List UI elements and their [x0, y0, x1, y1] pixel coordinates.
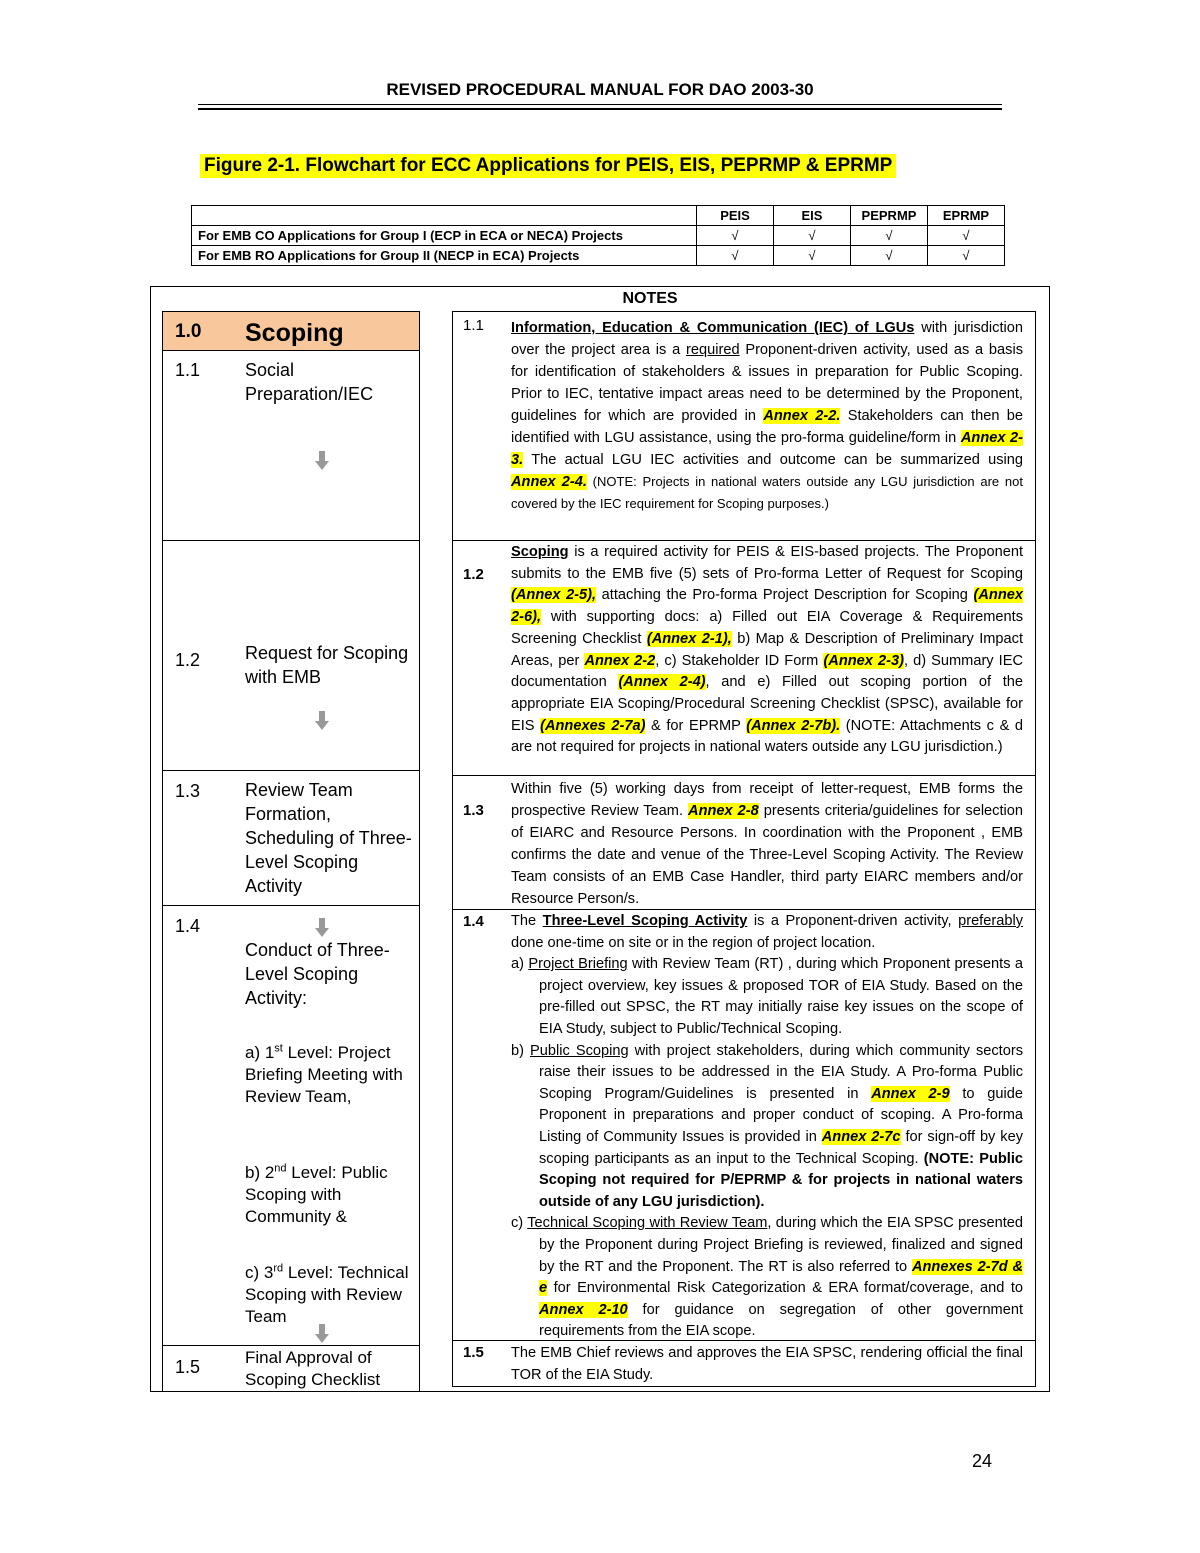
annex-ref: Annex 2-9	[871, 1085, 950, 1102]
page-header: REVISED PROCEDURAL MANUAL FOR DAO 2003-30	[386, 80, 814, 99]
note-fragment: with jurisdiction over the project area is a	[511, 320, 1023, 358]
note-1-2-box	[452, 540, 1036, 776]
note-fragment: (NOTE: Attachments c & d are not required for projects in national waters outside any LGU jurisdiction.)	[511, 717, 1023, 756]
column-header: PEPRMP	[851, 206, 928, 226]
step-1-0-box	[162, 311, 420, 351]
step-label: Scoping	[245, 319, 344, 347]
note-1-1-box	[452, 311, 1036, 541]
item-title: Technical Scoping with Review Team	[527, 1215, 768, 1232]
note-text	[511, 542, 1023, 759]
annex-ref: Annex 2-8	[688, 803, 759, 819]
down-arrow-icon	[315, 711, 329, 731]
note-1-4-box	[452, 909, 1036, 1341]
annex-ref: Annex 2-4.	[511, 474, 587, 490]
annex-ref: Annexes 2-7d & e	[539, 1258, 1023, 1297]
table-corner	[192, 206, 697, 226]
annex-ref: (Annex 2-6),	[511, 587, 1023, 626]
annex-ref: (Annex 2-5),	[511, 587, 597, 604]
row-label: For EMB RO Applications for Group II (NECP in ECA) Projects	[192, 246, 697, 266]
annex-ref: (Annex 2-1),	[646, 630, 732, 647]
note-fragment: with Review Team (RT) , during which Proponent presents a project overview, key issues & proposed TOR of EIA Study. Based on the pre-filled out SPSC, the RT may initially raise key issues on the scope of EIA Study, subject to Public/Technical Scoping.	[539, 956, 1023, 1037]
check-mark: √	[774, 226, 851, 246]
note-bold: (NOTE: Public Scoping not required for P/EPRMP & for projects in national waters outside of any LGU jurisdiction).	[539, 1150, 1024, 1210]
note-number: 1.3	[463, 802, 484, 819]
step-number: 1.3	[175, 781, 201, 801]
annex-ref: Annex 2-2	[584, 652, 656, 669]
note-number: 1.4	[463, 913, 484, 930]
note-fragment: to guide Proponent in preparations and proper conduct of scoping. A Pro-forma Listing of Community Issues is provided in	[539, 1085, 1023, 1145]
check-mark: √	[774, 246, 851, 266]
column-header: EIS	[774, 206, 851, 226]
note-number: 1.5	[463, 1344, 484, 1361]
application-table	[191, 205, 1005, 266]
note-1-5-box	[452, 1340, 1036, 1387]
check-mark: √	[928, 246, 1005, 266]
note-fragment: , and e) Filled out scoping portion of the appropriate EIA Scoping/Procedural Screening Checklist (SPSC), available for EIS	[511, 674, 1023, 734]
note-fragment: , d) Summary IEC documentation	[511, 652, 1024, 691]
note-fragment: Proponent-driven activity, used as a basis for identification of stakeholders & issues in preparation for Public Scoping. Prior to IEC, tentative impact areas need to be determined by the Proponent, guidelines for which are provided in	[511, 342, 1023, 424]
step-label: Request for Scoping with EMB	[245, 643, 409, 687]
note-fragment: , during which the EIA SPSC presented by the Proponent during Project Briefing is reviewed, finalized and signed by the RT and the Proponent. The RT is also referred to	[539, 1215, 1023, 1275]
notes-heading: NOTES	[622, 290, 678, 307]
note-fragment: attaching the Pro-forma Project Description for Scoping	[596, 587, 974, 604]
step-label: Final Approval of Scoping Checklist	[245, 1348, 381, 1389]
level-text: Level: Public Scoping with Community &	[245, 1163, 388, 1226]
page-number: 24	[972, 1451, 993, 1471]
level-prefix: c) 3	[245, 1263, 274, 1282]
note-number: 1.2	[463, 566, 484, 583]
level-1-item	[245, 1042, 417, 1108]
check-mark: √	[697, 246, 774, 266]
annex-ref: (Annex 2-7b).	[746, 717, 841, 734]
note-fragment: & for EPRMP	[645, 717, 747, 734]
check-mark: √	[697, 226, 774, 246]
table-header-row	[192, 206, 1005, 226]
step-number: 1.4	[175, 916, 201, 936]
step-1-4-box	[162, 905, 420, 1346]
down-arrow-icon	[315, 1324, 329, 1344]
note-text: The EMB Chief reviews and approves the EIA SPSC, rendering official the final TOR of the EIA Study.	[511, 1345, 1023, 1383]
note-fragment: is a required activity for PEIS & EIS-based projects. The Proponent submits to the EMB five (5) sets of Pro-forma Letter of Request for Scoping	[511, 544, 1023, 582]
item-title: Public Scoping	[530, 1042, 629, 1059]
note-title: Information, Education & Communication (IEC) of LGUs	[511, 320, 915, 336]
note-text	[511, 911, 1023, 1343]
annex-ref: Annex 2-10	[539, 1301, 628, 1318]
table-row	[192, 246, 1005, 266]
step-label: Conduct of Three-Level Scoping Activity:	[245, 940, 390, 1008]
step-number: 1.0	[175, 321, 202, 342]
annex-ref: Annex 2-7c	[821, 1128, 901, 1145]
annex-ref: Annex 2-2.	[763, 408, 841, 424]
step-1-1-box	[162, 350, 420, 541]
item-prefix: a)	[511, 956, 529, 973]
row-label: For EMB CO Applications for Group I (ECP in ECA or NECA) Projects	[192, 226, 697, 246]
note-text	[511, 778, 1023, 910]
note-fragment: for guidance on segregation of other government requirements from the EIA scope.	[539, 1301, 1023, 1340]
note-fragment: for sign-off by key scoping participants as an input to the Technical Scoping.	[539, 1128, 1024, 1167]
item-prefix: c)	[511, 1215, 528, 1232]
step-number: 1.1	[175, 360, 201, 380]
down-arrow-icon	[315, 918, 329, 938]
note-number: 1.1	[463, 317, 484, 334]
note-text	[511, 317, 1023, 515]
note-fragment: is a Proponent-driven activity,	[747, 913, 959, 929]
note-fragment: preferably	[958, 913, 1023, 929]
note-fragment: Stakeholders can then be identified with LGU assistance, using the pro-forma guideline/form in	[511, 408, 1023, 446]
level-sup: rd	[273, 1262, 284, 1275]
note-fragment: b) Map & Description of Preliminary Impact Areas, per	[511, 630, 1023, 669]
check-mark: √	[928, 226, 1005, 246]
level-prefix: b) 2	[245, 1163, 275, 1182]
step-1-3-box	[162, 770, 420, 906]
column-header: EPRMP	[928, 206, 1005, 226]
table-row	[192, 226, 1005, 246]
level-2-item	[245, 1162, 417, 1228]
item-prefix: b)	[511, 1042, 531, 1059]
note-fragment: (NOTE: Projects in national waters outside any LGU jurisdiction are not covered by the IEC requirement for Scoping purposes.)	[511, 474, 1023, 511]
step-number: 1.5	[175, 1357, 201, 1377]
level-text: Level: Technical Scoping with Review Team	[245, 1263, 409, 1326]
note-fragment: with project stakeholders, during which community sectors raise their issues to be addressed in the EIA Study. A Pro-forma Public Scoping Program/Guidelines is presented in	[539, 1042, 1023, 1102]
note-fragment: The actual LGU IEC activities and outcome can be summarized using	[523, 452, 1023, 468]
note-title: Scoping	[511, 544, 569, 560]
note-fragment: done one-time on site or in the region of project location.	[511, 934, 876, 951]
note-fragment: required	[686, 342, 740, 358]
annex-ref: (Annexes 2-7a)	[540, 717, 646, 734]
note-fragment: presents criteria/guidelines for selection of EIARC and Resource Persons. In coordination with the Proponent , EMB confirms the date and venue of the Three-Level Scoping Activity. The Review Team consists of an EMB Case Handler, third party EIARC members and/or Resource Person/s.	[511, 803, 1024, 907]
level-text: Level: Project Briefing Meeting with Review Team,	[245, 1043, 403, 1106]
check-mark: √	[851, 246, 928, 266]
note-fragment: Within five (5) working days from receipt of letter-request, EMB forms the prospective Review Team.	[511, 781, 1023, 819]
annex-ref: Annex 2-3.	[511, 430, 1023, 468]
step-number: 1.2	[175, 650, 201, 670]
header-rule-thick	[198, 108, 1002, 110]
step-1-2-box	[162, 540, 420, 771]
step-label: Social Preparation/IEC	[245, 360, 374, 404]
note-title: Three-Level Scoping Activity	[542, 913, 748, 929]
level-sup: nd	[274, 1162, 287, 1175]
note-1-3-box	[452, 775, 1036, 910]
level-sup: st	[274, 1042, 283, 1055]
header-rule	[198, 104, 1002, 105]
check-mark: √	[851, 226, 928, 246]
note-fragment: , c) Stakeholder ID Form	[655, 652, 824, 669]
note-fragment: with supporting docs: a) Filled out EIA Coverage & Requirements Screening Checklist	[511, 609, 1023, 647]
down-arrow-icon	[315, 451, 329, 471]
annex-ref: (Annex 2-4)	[618, 674, 706, 691]
figure-title: Figure 2-1. Flowchart for ECC Applications for PEIS, EIS, PEPRMP & EPRMP	[200, 154, 896, 178]
annex-ref: (Annex 2-3)	[823, 652, 904, 669]
note-fragment: for Environmental Risk Categorization & ERA format/coverage, and to	[547, 1280, 1023, 1297]
note-fragment: The	[511, 913, 543, 929]
level-3-item	[245, 1262, 417, 1328]
step-1-5-box	[162, 1345, 420, 1392]
column-header: PEIS	[697, 206, 774, 226]
step-label: Review Team Formation, Scheduling of Three-Level Scoping Activity	[245, 780, 412, 896]
item-title: Project Briefing	[528, 956, 628, 973]
level-prefix: a) 1	[245, 1043, 275, 1062]
